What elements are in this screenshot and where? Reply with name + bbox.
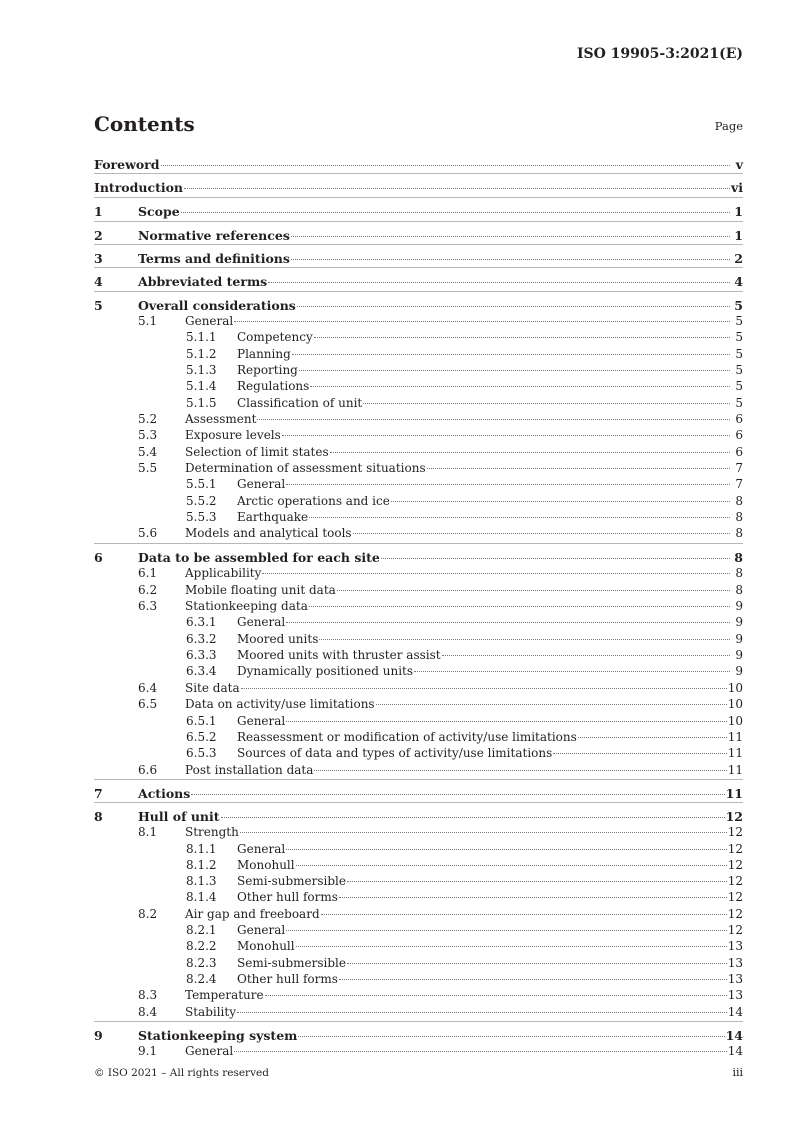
toc-entry[interactable] bbox=[94, 445, 743, 459]
toc-entry-page: 8 bbox=[735, 494, 743, 508]
toc-entry[interactable] bbox=[94, 858, 743, 872]
toc-entry[interactable] bbox=[94, 1028, 743, 1043]
toc-entry-title: Normative references bbox=[138, 228, 290, 243]
toc-entry-number: 5.5.2 bbox=[186, 494, 217, 508]
toc-dot-leader bbox=[221, 817, 725, 818]
toc-dot-leader bbox=[376, 704, 727, 705]
toc-dot-leader bbox=[353, 533, 730, 534]
toc-entry-title: Monohull bbox=[237, 939, 295, 953]
toc-entry[interactable] bbox=[94, 566, 743, 580]
toc-entry-title: Data to be assembled for each site bbox=[138, 550, 380, 565]
toc-entry-title: Data on activity/use limitations bbox=[185, 697, 375, 711]
toc-dot-leader bbox=[339, 897, 727, 898]
toc-entry-title: Selection of limit states bbox=[185, 445, 329, 459]
toc-entry-page: 14 bbox=[727, 1005, 743, 1019]
toc-dot-leader bbox=[298, 1036, 724, 1037]
toc-dot-leader bbox=[347, 881, 727, 882]
toc-entry-page: 12 bbox=[727, 907, 743, 921]
document-id: ISO 19905-3:2021(E) bbox=[576, 46, 743, 62]
toc-entry-number: 9 bbox=[94, 1028, 103, 1043]
toc-entry-page: 12 bbox=[727, 825, 743, 839]
toc-entry[interactable] bbox=[94, 494, 743, 508]
toc-entry-title: Other hull forms bbox=[237, 890, 338, 904]
toc-entry[interactable] bbox=[94, 428, 743, 442]
toc-entry-number: 8.1.3 bbox=[186, 874, 217, 888]
toc-entry[interactable] bbox=[94, 890, 743, 904]
toc-entry-number: 8.2.3 bbox=[186, 956, 217, 970]
toc-entry-number: 5.6 bbox=[138, 526, 158, 540]
toc-entry[interactable] bbox=[94, 583, 743, 597]
toc-entry-number: 8.2.1 bbox=[186, 923, 217, 937]
toc-entry[interactable] bbox=[94, 180, 743, 195]
toc-entry-page: 12 bbox=[727, 890, 743, 904]
toc-separator bbox=[94, 267, 743, 268]
toc-entry-page: 9 bbox=[735, 599, 743, 613]
toc-dot-leader bbox=[268, 282, 730, 283]
toc-entry[interactable] bbox=[94, 809, 743, 824]
toc-dot-leader bbox=[257, 419, 730, 420]
toc-entry-title: General bbox=[185, 314, 234, 328]
toc-entry-title: Stationkeeping system bbox=[138, 1028, 298, 1043]
toc-entry-page: 10 bbox=[727, 714, 743, 728]
toc-entry-title: Temperature bbox=[185, 988, 264, 1002]
toc-entry-title: Applicability bbox=[185, 566, 262, 580]
toc-entry-number: 9.1 bbox=[138, 1044, 158, 1058]
toc-entry-title: Stationkeeping data bbox=[185, 599, 308, 613]
toc-entry[interactable] bbox=[94, 363, 743, 377]
toc-dot-leader bbox=[427, 468, 730, 469]
toc-entry-number: 5.1.5 bbox=[186, 396, 217, 410]
toc-entry-title: Earthquake bbox=[237, 510, 309, 524]
toc-dot-leader bbox=[310, 386, 730, 387]
toc-separator bbox=[94, 221, 743, 222]
toc-entry-title: Overall considerations bbox=[138, 298, 296, 313]
toc-entry-page: 5 bbox=[735, 314, 743, 328]
toc-entry-number: 8.4 bbox=[138, 1005, 158, 1019]
toc-entry-number: 6.3.1 bbox=[186, 615, 217, 629]
toc-entry-page: 12 bbox=[727, 858, 743, 872]
toc-entry-title: General bbox=[237, 714, 286, 728]
toc-dot-leader bbox=[286, 849, 726, 850]
toc-entry[interactable] bbox=[94, 874, 743, 888]
toc-entry[interactable] bbox=[94, 228, 743, 243]
toc-entry-page: 5 bbox=[735, 379, 743, 393]
toc-entry-number: 2 bbox=[94, 228, 103, 243]
toc-entry-title: Stability bbox=[185, 1005, 236, 1019]
toc-dot-leader bbox=[391, 501, 730, 502]
toc-entry-title: General bbox=[237, 842, 286, 856]
toc-entry[interactable] bbox=[94, 956, 743, 970]
toc-dot-leader bbox=[234, 1051, 726, 1052]
toc-dot-leader bbox=[292, 354, 730, 355]
toc-entry[interactable] bbox=[94, 681, 743, 695]
toc-entry-page: 13 bbox=[727, 972, 743, 986]
toc-entry-title: Sources of data and types of activity/use limitations bbox=[237, 746, 553, 760]
page-number: iii bbox=[732, 1066, 743, 1079]
toc-dot-leader bbox=[291, 259, 730, 260]
toc-entry-page: 13 bbox=[727, 956, 743, 970]
toc-entry-page: 7 bbox=[735, 461, 743, 475]
toc-entry-page: 12 bbox=[727, 874, 743, 888]
toc-entry-title: Site data bbox=[185, 681, 240, 695]
toc-dot-leader bbox=[296, 946, 727, 947]
toc-entry-number: 6.5.3 bbox=[186, 746, 217, 760]
toc-entry-title: Arctic operations and ice bbox=[237, 494, 390, 508]
toc-entry[interactable] bbox=[94, 907, 743, 921]
toc-entry-number: 4 bbox=[94, 274, 103, 289]
toc-entry-page: 12 bbox=[727, 842, 743, 856]
toc-entry-number: 7 bbox=[94, 786, 103, 801]
toc-entry-number: 6.3.3 bbox=[186, 648, 217, 662]
toc-entry-title: Other hull forms bbox=[237, 972, 338, 986]
toc-entry-page: 6 bbox=[735, 428, 743, 442]
toc-dot-leader bbox=[578, 737, 727, 738]
toc-entry[interactable] bbox=[94, 379, 743, 393]
toc-entry[interactable] bbox=[94, 526, 743, 540]
toc-entry-number: 6.4 bbox=[138, 681, 158, 695]
toc-entry-number: 5.5 bbox=[138, 461, 158, 475]
toc-entry-number: 6.3 bbox=[138, 599, 158, 613]
toc-entry-number: 5 bbox=[94, 298, 103, 313]
toc-entry-title: Actions bbox=[138, 786, 191, 801]
toc-entry-title: Strength bbox=[185, 825, 239, 839]
toc-entry[interactable] bbox=[94, 632, 743, 646]
toc-entry-number: 8.2.2 bbox=[186, 939, 217, 953]
toc-entry-number: 5.2 bbox=[138, 412, 158, 426]
toc-entry-number: 8.2 bbox=[138, 907, 158, 921]
toc-entry[interactable] bbox=[94, 923, 743, 937]
toc-entry-page: 7 bbox=[735, 477, 743, 491]
toc-dot-leader bbox=[184, 188, 730, 189]
toc-separator bbox=[94, 244, 743, 245]
toc-entry-page: 13 bbox=[727, 988, 743, 1002]
toc-separator bbox=[94, 543, 743, 544]
toc-entry-page: 12 bbox=[727, 923, 743, 937]
toc-dot-leader bbox=[241, 688, 727, 689]
toc-entry-number: 8.1.1 bbox=[186, 842, 217, 856]
toc-entry-number: 6.2 bbox=[138, 583, 158, 597]
toc-entry-page: 10 bbox=[727, 697, 743, 711]
toc-entry-title: Reporting bbox=[237, 363, 298, 377]
toc-entry-title: Dynamically positioned units bbox=[237, 664, 414, 678]
toc-dot-leader bbox=[262, 573, 730, 574]
toc-entry-page: 10 bbox=[727, 681, 743, 695]
toc-entry[interactable] bbox=[94, 746, 743, 760]
toc-entry-number: 5.1.4 bbox=[186, 379, 217, 393]
toc-entry-number: 5.4 bbox=[138, 445, 158, 459]
toc-entry-page: 4 bbox=[734, 274, 743, 289]
copyright-notice: © ISO 2021 – All rights reserved bbox=[94, 1067, 269, 1079]
toc-dot-leader bbox=[240, 832, 727, 833]
toc-entry-title: Exposure levels bbox=[185, 428, 281, 442]
toc-separator bbox=[94, 1021, 743, 1022]
toc-entry-page: 9 bbox=[735, 664, 743, 678]
toc-entry-title: Air gap and freeboard bbox=[185, 907, 320, 921]
toc-entry-page: 9 bbox=[735, 648, 743, 662]
toc-dot-leader bbox=[161, 165, 731, 166]
toc-entry-number: 6.3.4 bbox=[186, 664, 217, 678]
toc-entry-page: 5 bbox=[735, 347, 743, 361]
toc-entry-number: 5.1.1 bbox=[186, 330, 217, 344]
toc-entry[interactable] bbox=[94, 274, 743, 289]
toc-entry-number: 8 bbox=[94, 809, 103, 824]
toc-dot-leader bbox=[314, 337, 730, 338]
toc-entry-page: 12 bbox=[725, 809, 743, 824]
toc-entry-page: 9 bbox=[735, 632, 743, 646]
toc-entry-number: 5.5.1 bbox=[186, 477, 217, 491]
toc-entry-number: 6.3.2 bbox=[186, 632, 217, 646]
toc-entry-page: vi bbox=[730, 180, 743, 195]
toc-entry[interactable] bbox=[94, 1005, 743, 1019]
toc-dot-leader bbox=[314, 770, 726, 771]
toc-entry-number: 8.3 bbox=[138, 988, 158, 1002]
toc-entry[interactable] bbox=[94, 664, 743, 678]
toc-entry[interactable] bbox=[94, 396, 743, 410]
toc-dot-leader bbox=[381, 558, 730, 559]
toc-entry-number: 5.1.2 bbox=[186, 347, 217, 361]
toc-entry[interactable] bbox=[94, 988, 743, 1002]
toc-entry-title: General bbox=[185, 1044, 234, 1058]
toc-dot-leader bbox=[191, 794, 724, 795]
toc-entry-title: Moored units with thruster assist bbox=[237, 648, 441, 662]
toc-entry-title: Post installation data bbox=[185, 763, 314, 777]
toc-entry-number: 6.5 bbox=[138, 697, 158, 711]
toc-dot-leader bbox=[414, 671, 730, 672]
toc-entry[interactable] bbox=[94, 615, 743, 629]
toc-entry-page: 13 bbox=[727, 939, 743, 953]
toc-entry[interactable] bbox=[94, 714, 743, 728]
toc-entry-title: General bbox=[237, 615, 286, 629]
toc-entry[interactable] bbox=[94, 347, 743, 361]
toc-entry[interactable] bbox=[94, 550, 743, 565]
toc-entry-title: General bbox=[237, 477, 286, 491]
toc-entry[interactable] bbox=[94, 510, 743, 524]
toc-entry-page: 6 bbox=[735, 412, 743, 426]
toc-separator bbox=[94, 802, 743, 803]
toc-entry-number: 8.2.4 bbox=[186, 972, 217, 986]
toc-entry-page: 11 bbox=[727, 746, 743, 760]
toc-entry[interactable] bbox=[94, 730, 743, 744]
toc-entry[interactable] bbox=[94, 330, 743, 344]
page-column-label: Page bbox=[714, 119, 743, 133]
toc-dot-leader bbox=[339, 979, 727, 980]
toc-dot-leader bbox=[286, 930, 726, 931]
contents-heading: Contents bbox=[94, 112, 195, 136]
toc-dot-leader bbox=[286, 721, 726, 722]
toc-entry-number: 6 bbox=[94, 550, 103, 565]
toc-entry-page: 1 bbox=[734, 228, 743, 243]
toc-entry-number: 6.1 bbox=[138, 566, 158, 580]
toc-entry[interactable] bbox=[94, 697, 743, 711]
toc-entry[interactable] bbox=[94, 599, 743, 613]
toc-dot-leader bbox=[291, 236, 730, 237]
toc-entry-page: 8 bbox=[735, 583, 743, 597]
toc-entry-title: Introduction bbox=[94, 180, 184, 195]
toc-entry[interactable] bbox=[94, 461, 743, 475]
toc-dot-leader bbox=[296, 865, 727, 866]
toc-dot-leader bbox=[442, 655, 730, 656]
toc-entry-page: 9 bbox=[735, 615, 743, 629]
toc-entry-title: Assessment bbox=[185, 412, 257, 426]
toc-dot-leader bbox=[330, 452, 730, 453]
toc-dot-leader bbox=[234, 321, 730, 322]
toc-entry[interactable] bbox=[94, 314, 743, 328]
toc-entry-title: Mobile floating unit data bbox=[185, 583, 336, 597]
toc-entry-title: Moored units bbox=[237, 632, 319, 646]
toc-entry-number: 6.5.2 bbox=[186, 730, 217, 744]
toc-entry-page: 8 bbox=[735, 510, 743, 524]
toc-entry-title: General bbox=[237, 923, 286, 937]
toc-entry-number: 8.1.2 bbox=[186, 858, 217, 872]
toc-entry-number: 1 bbox=[94, 204, 103, 219]
toc-dot-leader bbox=[553, 753, 726, 754]
toc-dot-leader bbox=[319, 639, 730, 640]
toc-entry[interactable] bbox=[94, 251, 743, 266]
toc-entry-number: 8.1.4 bbox=[186, 890, 217, 904]
toc-entry-page: 5 bbox=[735, 330, 743, 344]
toc-entry[interactable] bbox=[94, 477, 743, 491]
toc-entry[interactable] bbox=[94, 825, 743, 839]
toc-entry-number: 5.1 bbox=[138, 314, 158, 328]
toc-entry[interactable] bbox=[94, 972, 743, 986]
toc-dot-leader bbox=[347, 963, 727, 964]
toc-entry-page: 1 bbox=[734, 204, 743, 219]
toc-dot-leader bbox=[337, 590, 730, 591]
toc-entry-page: 5 bbox=[735, 396, 743, 410]
toc-entry-number: 5.1.3 bbox=[186, 363, 217, 377]
toc-entry-page: v bbox=[735, 157, 743, 172]
toc-entry-page: 14 bbox=[727, 1044, 743, 1058]
toc-entry-title: Hull of unit bbox=[138, 809, 220, 824]
toc-entry[interactable] bbox=[94, 939, 743, 953]
toc-entry-page: 11 bbox=[725, 786, 743, 801]
toc-separator bbox=[94, 197, 743, 198]
toc-dot-leader bbox=[282, 435, 730, 436]
toc-entry-title: Foreword bbox=[94, 157, 160, 172]
toc-entry-number: 6.5.1 bbox=[186, 714, 217, 728]
toc-entry-title: Reassessment or modification of activity/use limitations bbox=[237, 730, 577, 744]
toc-entry-title: Abbreviated terms bbox=[138, 274, 268, 289]
toc-entry-title: Semi-submersible bbox=[237, 874, 346, 888]
toc-entry-title: Planning bbox=[237, 347, 291, 361]
toc-entry-title: Monohull bbox=[237, 858, 295, 872]
toc-entry-page: 11 bbox=[727, 730, 743, 744]
toc-dot-leader bbox=[265, 995, 727, 996]
toc-entry-title: Competency bbox=[237, 330, 313, 344]
toc-entry-page: 14 bbox=[725, 1028, 743, 1043]
toc-dot-leader bbox=[286, 484, 730, 485]
toc-entry-page: 5 bbox=[734, 298, 743, 313]
toc-entry-number: 6.6 bbox=[138, 763, 158, 777]
toc-entry-title: Models and analytical tools bbox=[185, 526, 352, 540]
toc-entry-page: 11 bbox=[727, 763, 743, 777]
toc-dot-leader bbox=[309, 606, 730, 607]
toc-entry-number: 5.3 bbox=[138, 428, 158, 442]
toc-entry[interactable] bbox=[94, 786, 743, 801]
toc-entry-number: 3 bbox=[94, 251, 103, 266]
toc-entry[interactable] bbox=[94, 298, 743, 313]
toc-separator bbox=[94, 173, 743, 174]
toc-entry-page: 5 bbox=[735, 363, 743, 377]
toc-entry-page: 6 bbox=[735, 445, 743, 459]
toc-dot-leader bbox=[309, 517, 730, 518]
toc-dot-leader bbox=[181, 212, 730, 213]
toc-dot-leader bbox=[363, 403, 730, 404]
toc-entry-title: Determination of assessment situations bbox=[185, 461, 426, 475]
toc-separator bbox=[94, 291, 743, 292]
toc-entry-number: 8.1 bbox=[138, 825, 158, 839]
toc-dot-leader bbox=[286, 622, 730, 623]
toc-entry-page: 8 bbox=[735, 526, 743, 540]
toc-entry[interactable] bbox=[94, 412, 743, 426]
toc-dot-leader bbox=[297, 306, 730, 307]
toc-entry-title: Terms and definitions bbox=[138, 251, 290, 266]
toc-entry-title: Classification of unit bbox=[237, 396, 363, 410]
toc-entry[interactable] bbox=[94, 204, 743, 219]
toc-entry-page: 8 bbox=[734, 550, 743, 565]
toc-dot-leader bbox=[321, 914, 727, 915]
toc-dot-leader bbox=[237, 1012, 727, 1013]
toc-separator bbox=[94, 779, 743, 780]
toc-entry[interactable] bbox=[94, 648, 743, 662]
toc-entry-number: 5.5.3 bbox=[186, 510, 217, 524]
toc-entry-title: Semi-submersible bbox=[237, 956, 346, 970]
toc-dot-leader bbox=[299, 370, 730, 371]
toc-entry-title: Regulations bbox=[237, 379, 310, 393]
toc-entry[interactable] bbox=[94, 763, 743, 777]
toc-entry-page: 8 bbox=[735, 566, 743, 580]
toc-entry-page: 2 bbox=[734, 251, 743, 266]
toc-entry[interactable] bbox=[94, 842, 743, 856]
toc-entry[interactable] bbox=[94, 1044, 743, 1058]
toc-entry[interactable] bbox=[94, 157, 743, 172]
toc-entry-title: Scope bbox=[138, 204, 180, 219]
